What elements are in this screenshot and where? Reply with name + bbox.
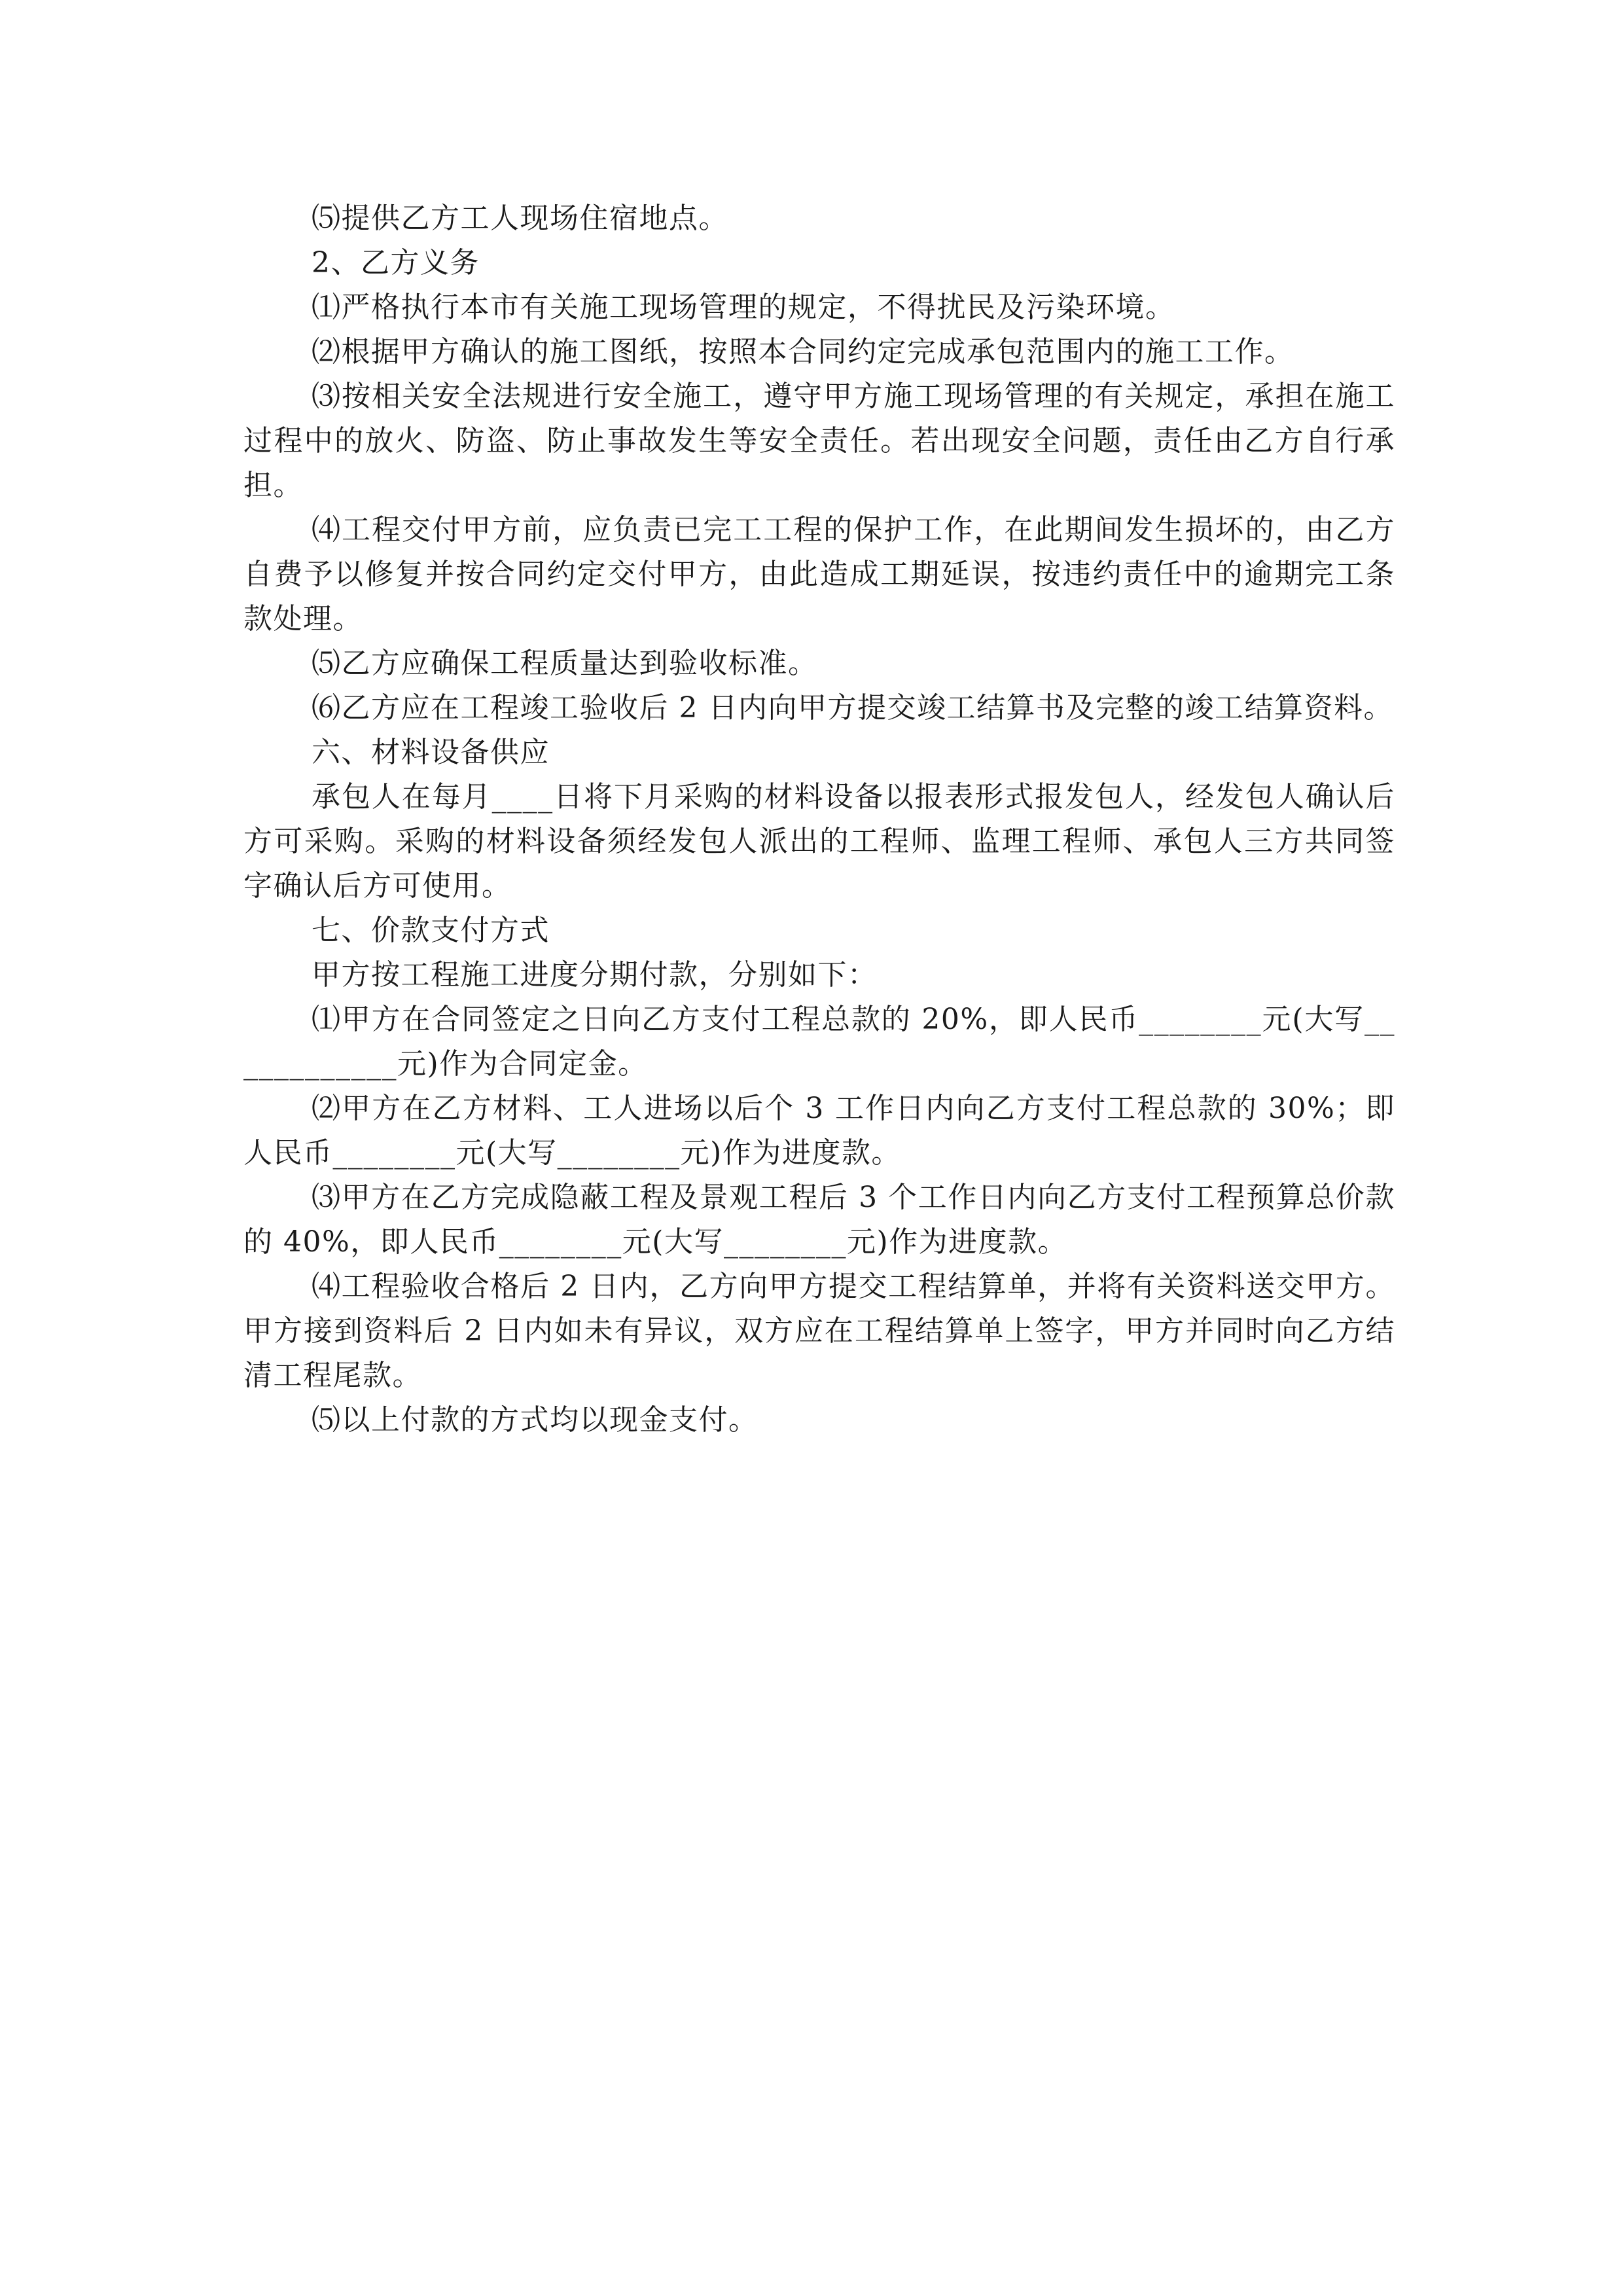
paragraph-obligation-3: ⑶按相关安全法规进行安全施工，遵守甲方施工现场管理的有关规定，承担在施工过程中的放火、防盗、防止事故发生等安全责任。若出现安全问题，责任由乙方自行承担。 bbox=[243, 380, 1395, 502]
paragraph-payment-5: ⑸以上付款的方式均以现金支付。 bbox=[312, 1403, 758, 1437]
paragraph-payment-1: ⑴甲方在合同签定之日向乙方支付工程总款的 20%，即人民币________元(大写____________元)作为合同定金。 bbox=[243, 1003, 1395, 1081]
paragraph-obligation-1: ⑴严格执行本市有关施工现场管理的规定，不得扰民及污染环境。 bbox=[312, 291, 1175, 324]
heading-party-b-obligations: 2、乙方义务 bbox=[312, 246, 480, 279]
paragraph-payment-2: ⑵甲方在乙方材料、工人进场以后个 3 工作日内向乙方支付工程总款的 30%；即人民币________元(大写________元)作为进度款。 bbox=[243, 1092, 1395, 1170]
paragraph-obligation-5: ⑸乙方应确保工程质量达到验收标准。 bbox=[312, 647, 818, 680]
paragraph-payment-4: ⑷工程验收合格后 2 日内，乙方向甲方提交工程结算单，并将有关资料送交甲方。甲方接到资料后 2 日内如未有异议，双方应在工程结算单上签字，甲方并同时向乙方结清工程尾款。 bbox=[243, 1270, 1395, 1392]
paragraph-payment-3: ⑶甲方在乙方完成隐蔽工程及景观工程后 3 个工作日内向乙方支付工程预算总价款的 40%，即人民币________元(大写________元)作为进度款。 bbox=[243, 1181, 1395, 1259]
document-page bbox=[243, 196, 1395, 1443]
paragraph-payment-intro: 甲方按工程施工进度分期付款，分别如下： bbox=[312, 958, 878, 992]
paragraph-obligation-4: ⑷工程交付甲方前，应负责已完工工程的保护工作，在此期间发生损坏的，由乙方自费予以修复并按合同约定交付甲方，由此造成工期延误，按违约责任中的逾期完工条款处理。 bbox=[243, 513, 1395, 636]
paragraph-materials-supply: 承包人在每月____日将下月采购的材料设备以报表形式报发包人，经发包人确认后方可采购。采购的材料设备须经发包人派出的工程师、监理工程师、承包人三方共同签字确认后方可使用。 bbox=[243, 780, 1395, 903]
paragraph-obligation-6: ⑹乙方应在工程竣工验收后 2 日内向甲方提交竣工结算书及完整的竣工结算资料。 bbox=[312, 691, 1393, 725]
heading-materials-supply: 六、材料设备供应 bbox=[312, 736, 550, 769]
paragraph-obligation-2: ⑵根据甲方确认的施工图纸，按照本合同约定完成承包范围内的施工工作。 bbox=[312, 335, 1294, 368]
paragraph-provide-accommodation: ⑸提供乙方工人现场住宿地点。 bbox=[312, 202, 728, 235]
heading-payment-method: 七、价款支付方式 bbox=[312, 914, 550, 947]
